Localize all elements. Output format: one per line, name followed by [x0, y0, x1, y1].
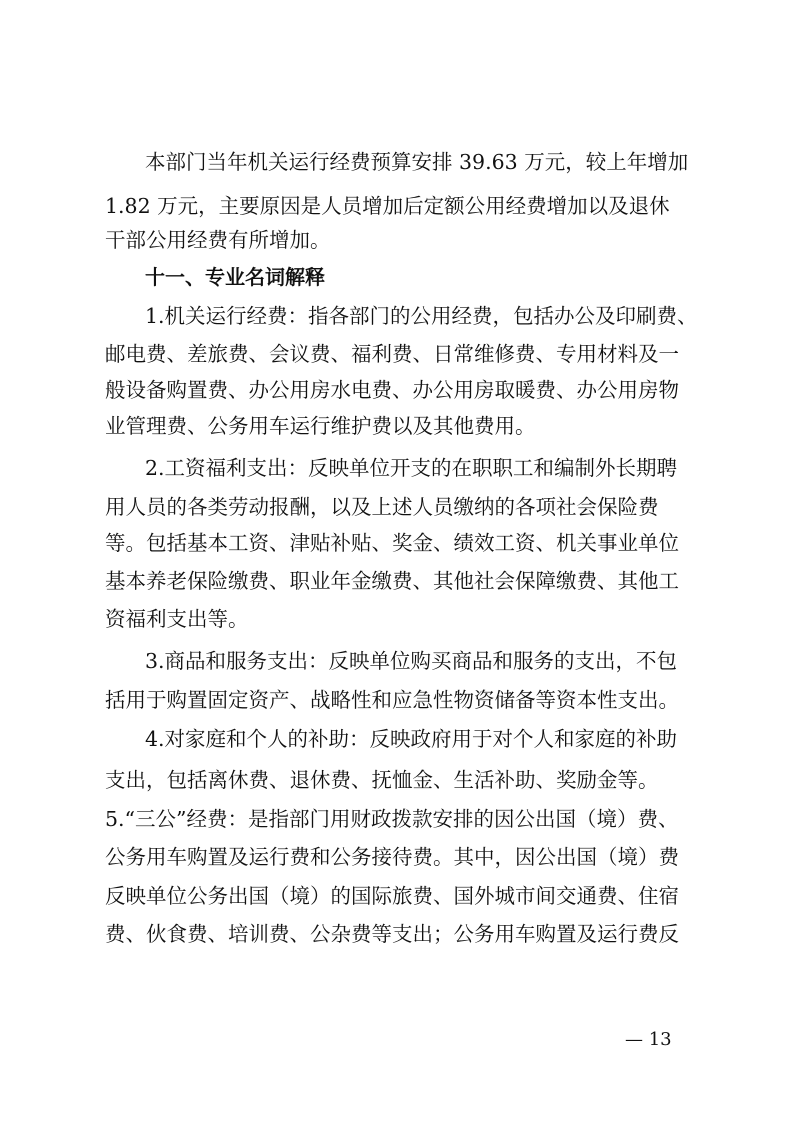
paragraph-line: 4.对家庭和个人的补助：反映政府用于对个人和家庭的补助	[145, 727, 678, 751]
paragraph-line: 括用于购置固定资产、战略性和应急性物资储备等资本性支出。	[105, 688, 679, 712]
paragraph-line: 等。包括基本工资、津贴补贴、奖金、绩效工资、机关事业单位	[105, 531, 679, 555]
paragraph-line: 2.工资福利支出：反映单位开支的在职职工和编制外长期聘	[145, 456, 678, 480]
paragraph-line: 用人员的各类劳动报酬，以及上述人员缴纳的各项社会保险费	[105, 495, 659, 519]
paragraph-line: 本部门当年机关运行经费预算安排 39.63 万元，较上年增加	[145, 150, 689, 174]
paragraph-line: 费、伙食费、培训费、公杂费等支出；公务用车购置及运行费反	[105, 922, 679, 946]
paragraph-line: 业管理费、公务用车运行维护费以及其他费用。	[105, 414, 536, 438]
paragraph-line: 邮电费、差旅费、会议费、福利费、日常维修费、专用材料及一	[105, 342, 679, 366]
paragraph-line: 公务用车购置及运行费和公务接待费。其中，因公出国（境）费	[105, 845, 679, 869]
paragraph-line: 1.82 万元，主要原因是人员增加后定额公用经费增加以及退休	[105, 194, 670, 218]
paragraph-line: 般设备购置费、办公用房水电费、办公用房取暖费、办公用房物	[105, 378, 679, 402]
paragraph-line: 基本养老保险缴费、职业年金缴费、其他社会保障缴费、其他工	[105, 569, 679, 593]
section-heading: 十一、专业名词解释	[145, 265, 325, 289]
paragraph-line: 5.“三公”经费：是指部门用财政拨款安排的因公出国（境）费、	[105, 807, 679, 831]
paragraph-line: 3.商品和服务支出：反映单位购买商品和服务的支出，不包	[145, 649, 678, 673]
paragraph-line: 资福利支出等。	[105, 607, 249, 631]
page-number: — 13	[625, 1029, 672, 1050]
paragraph-line: 1.机关运行经费：指各部门的公用经费，包括办公及印刷费、	[145, 304, 698, 328]
paragraph-line: 支出，包括离休费、退休费、抚恤金、生活补助、奖励金等。	[105, 768, 659, 792]
paragraph-line: 反映单位公务出国（境）的国际旅费、国外城市间交通费、住宿	[105, 884, 679, 908]
paragraph-line: 干部公用经费有所增加。	[105, 228, 331, 252]
